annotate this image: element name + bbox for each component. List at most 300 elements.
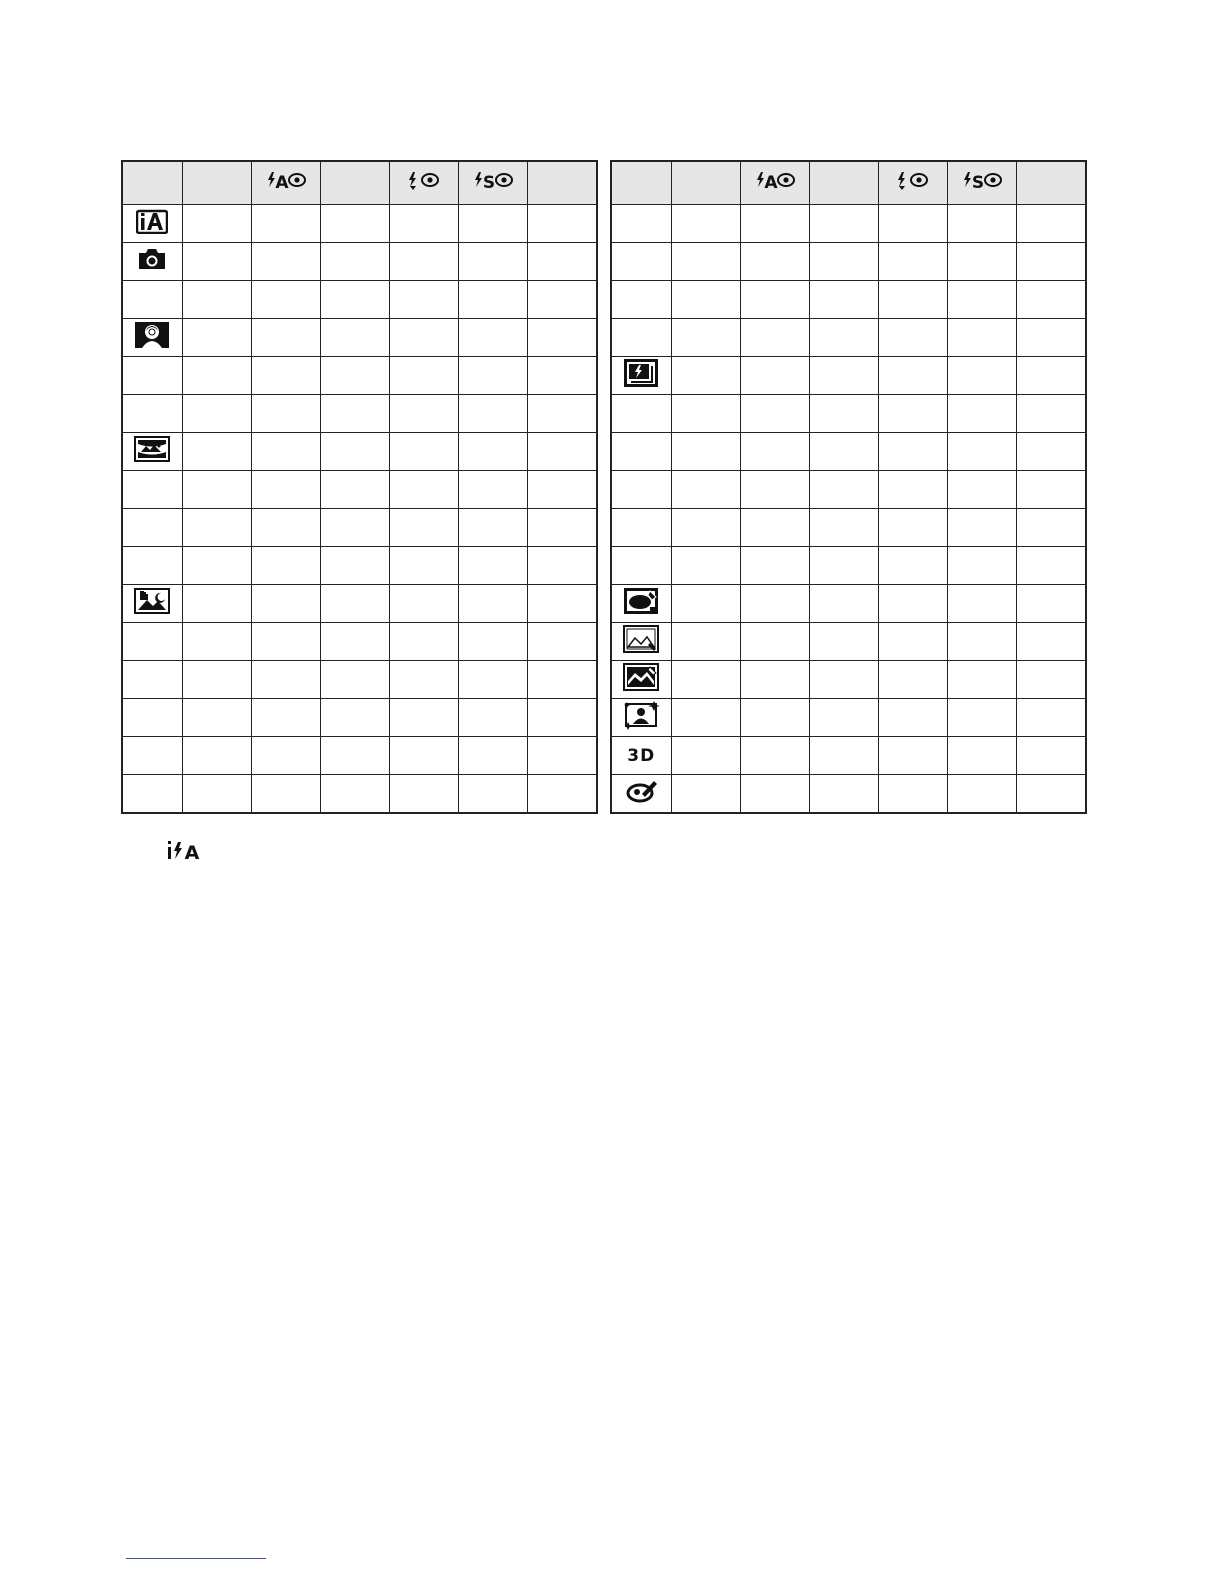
table-cell xyxy=(320,281,389,319)
table-cell xyxy=(389,395,458,433)
table-cell xyxy=(320,471,389,509)
table-cell xyxy=(389,699,458,737)
table-cell xyxy=(947,243,1016,281)
table-cell xyxy=(809,775,878,814)
table-cell xyxy=(527,699,597,737)
table-cell xyxy=(182,699,251,737)
table-cell xyxy=(251,699,320,737)
table-cell xyxy=(671,357,740,395)
table-cell xyxy=(389,509,458,547)
flash-slowsync-redeye-icon xyxy=(961,170,1003,192)
header-row xyxy=(611,161,1086,205)
table-cell xyxy=(878,205,947,243)
table-cell xyxy=(1016,395,1086,433)
mode-cell xyxy=(122,357,182,395)
table-cell xyxy=(947,775,1016,814)
mode-cell xyxy=(122,547,182,585)
table-row xyxy=(122,737,597,775)
table-row xyxy=(122,471,597,509)
table-cell xyxy=(320,623,389,661)
table-cell xyxy=(878,775,947,814)
table-cell xyxy=(458,471,527,509)
table-cell xyxy=(947,699,1016,737)
mode-cell xyxy=(611,509,671,547)
mode-cell xyxy=(611,547,671,585)
table-cell xyxy=(458,509,527,547)
mode-cell xyxy=(122,433,182,471)
mode-cell xyxy=(611,623,671,661)
table-cell xyxy=(389,471,458,509)
table-row xyxy=(611,623,1086,661)
table-cell xyxy=(878,471,947,509)
table-cell xyxy=(1016,661,1086,699)
table-cell xyxy=(740,395,809,433)
flash-table-right xyxy=(610,160,1087,814)
table-cell xyxy=(671,699,740,737)
table-cell xyxy=(527,737,597,775)
mode-cell xyxy=(611,661,671,699)
table-row xyxy=(611,699,1086,737)
footer-rule xyxy=(126,1558,266,1559)
table-cell xyxy=(320,775,389,814)
table-cell xyxy=(458,281,527,319)
table-row xyxy=(122,281,597,319)
table-cell xyxy=(389,205,458,243)
table-cell xyxy=(182,547,251,585)
table-cell xyxy=(527,661,597,699)
svg-text:A: A xyxy=(763,172,778,192)
table-cell xyxy=(809,395,878,433)
creative-control-icon xyxy=(624,778,658,804)
table-cell xyxy=(458,433,527,471)
table-cell xyxy=(671,471,740,509)
table-cell xyxy=(671,319,740,357)
mode-cell xyxy=(611,357,671,395)
table-cell xyxy=(1016,433,1086,471)
table-cell xyxy=(671,395,740,433)
table-cell xyxy=(527,547,597,585)
table-cell xyxy=(251,623,320,661)
portrait-mode-icon xyxy=(134,321,170,349)
table-cell xyxy=(458,205,527,243)
table-cell xyxy=(809,661,878,699)
table-cell xyxy=(389,585,458,623)
table-cell xyxy=(809,585,878,623)
table-cell xyxy=(182,737,251,775)
footnote xyxy=(166,838,204,862)
table-cell xyxy=(527,471,597,509)
table-cell xyxy=(740,281,809,319)
table-cell xyxy=(809,243,878,281)
table-cell xyxy=(671,281,740,319)
table-row xyxy=(611,547,1086,585)
flash-slowsync-redeye-icon xyxy=(472,170,514,192)
table-cell xyxy=(809,737,878,775)
table-row xyxy=(122,319,597,357)
table-cell xyxy=(671,509,740,547)
table-cell xyxy=(878,319,947,357)
table-cell xyxy=(809,281,878,319)
table-cell xyxy=(671,775,740,814)
table-row xyxy=(611,509,1086,547)
table-row xyxy=(122,775,597,814)
high-key-mode-icon xyxy=(623,625,659,653)
table-cell xyxy=(251,243,320,281)
table-cell xyxy=(320,395,389,433)
table-cell xyxy=(251,471,320,509)
table-row xyxy=(122,357,597,395)
table-cell xyxy=(1016,281,1086,319)
table-cell xyxy=(740,471,809,509)
flash-burst-mode-icon xyxy=(623,358,659,388)
mode-cell xyxy=(122,623,182,661)
table-cell xyxy=(947,661,1016,699)
flash-table-left xyxy=(121,160,598,814)
table-row xyxy=(611,775,1086,814)
table-cell xyxy=(389,737,458,775)
table-cell xyxy=(389,623,458,661)
table-cell xyxy=(251,775,320,814)
header-cell xyxy=(1016,161,1086,205)
svg-text:A: A xyxy=(184,842,200,862)
table-cell xyxy=(251,205,320,243)
table-cell xyxy=(251,281,320,319)
table-cell xyxy=(878,661,947,699)
table-cell xyxy=(878,509,947,547)
table-row xyxy=(611,243,1086,281)
table-cell xyxy=(527,775,597,814)
table-cell xyxy=(251,737,320,775)
table-cell xyxy=(320,357,389,395)
table-cell xyxy=(740,585,809,623)
table-cell xyxy=(1016,775,1086,814)
table-cell xyxy=(182,585,251,623)
table-cell xyxy=(320,433,389,471)
table-row xyxy=(122,661,597,699)
table-cell xyxy=(182,319,251,357)
mode-cell xyxy=(611,433,671,471)
mode-cell xyxy=(611,471,671,509)
table-row xyxy=(122,509,597,547)
table-cell xyxy=(740,737,809,775)
table-cell xyxy=(740,775,809,814)
table-cell xyxy=(320,547,389,585)
table-cell xyxy=(947,357,1016,395)
table-cell xyxy=(947,319,1016,357)
mode-cell xyxy=(611,281,671,319)
table-cell xyxy=(809,433,878,471)
table-cell xyxy=(1016,623,1086,661)
mode-cell xyxy=(122,205,182,243)
header-cell xyxy=(182,161,251,205)
table-cell xyxy=(947,623,1016,661)
table-cell xyxy=(878,357,947,395)
table-cell xyxy=(182,281,251,319)
table-row xyxy=(611,433,1086,471)
table-cell xyxy=(251,357,320,395)
table-cell xyxy=(389,319,458,357)
table-cell xyxy=(251,585,320,623)
table-cell xyxy=(947,471,1016,509)
table-cell xyxy=(740,319,809,357)
table-cell xyxy=(458,661,527,699)
svg-text:S: S xyxy=(482,172,495,192)
intelligent-flash-auto-icon xyxy=(166,838,204,862)
table-row xyxy=(122,623,597,661)
table-row xyxy=(122,243,597,281)
table-cell xyxy=(320,737,389,775)
table-cell xyxy=(458,243,527,281)
header-cell xyxy=(320,161,389,205)
table-cell xyxy=(740,623,809,661)
table-cell xyxy=(251,509,320,547)
header-cell-flash-auto-redeye xyxy=(740,161,809,205)
table-row xyxy=(611,471,1086,509)
table-cell xyxy=(251,433,320,471)
header-cell xyxy=(809,161,878,205)
table-cell xyxy=(740,547,809,585)
table-cell xyxy=(458,585,527,623)
mode-cell xyxy=(611,395,671,433)
table-cell xyxy=(740,357,809,395)
mode-cell xyxy=(122,281,182,319)
table-cell xyxy=(878,547,947,585)
table-cell xyxy=(389,243,458,281)
table-cell xyxy=(251,547,320,585)
table-cell xyxy=(947,547,1016,585)
table-cell xyxy=(389,433,458,471)
table-cell xyxy=(671,547,740,585)
header-cell xyxy=(527,161,597,205)
table-cell xyxy=(671,661,740,699)
table-cell xyxy=(740,509,809,547)
table-cell xyxy=(1016,471,1086,509)
table-cell xyxy=(740,243,809,281)
table-cell xyxy=(878,395,947,433)
table-row xyxy=(611,585,1086,623)
header-cell-flash-forced-redeye xyxy=(878,161,947,205)
table-cell xyxy=(527,395,597,433)
table-cell xyxy=(251,395,320,433)
flash-auto-redeye-icon xyxy=(265,170,307,192)
table-cell xyxy=(740,661,809,699)
table-cell xyxy=(878,243,947,281)
table-row xyxy=(611,357,1086,395)
camera-icon xyxy=(137,247,167,271)
mode-cell xyxy=(122,395,182,433)
mode-cell xyxy=(122,319,182,357)
table-cell xyxy=(458,737,527,775)
sparkle-portrait-mode-icon xyxy=(622,700,660,730)
table-cell xyxy=(527,281,597,319)
table-cell xyxy=(878,433,947,471)
mode-cell xyxy=(122,775,182,814)
table-cell xyxy=(320,585,389,623)
table-row xyxy=(122,585,597,623)
table-cell xyxy=(320,661,389,699)
expressive-mode-icon xyxy=(623,587,659,615)
table-cell xyxy=(182,357,251,395)
panorama-mode-icon xyxy=(134,435,170,463)
table-cell xyxy=(1016,319,1086,357)
table-cell xyxy=(1016,547,1086,585)
mode-cell xyxy=(611,737,671,775)
table-cell xyxy=(182,509,251,547)
table-cell xyxy=(809,623,878,661)
svg-text:A: A xyxy=(274,172,289,192)
table-cell xyxy=(809,205,878,243)
mode-cell xyxy=(122,661,182,699)
table-cell xyxy=(947,281,1016,319)
mode-cell xyxy=(611,775,671,814)
table-cell xyxy=(458,357,527,395)
table-cell xyxy=(947,395,1016,433)
header-cell-flash-slowsync-redeye xyxy=(458,161,527,205)
table-cell xyxy=(527,509,597,547)
night-handheld-mode-icon xyxy=(134,588,170,614)
table-cell xyxy=(878,737,947,775)
table-cell xyxy=(809,319,878,357)
header-cell xyxy=(671,161,740,205)
table-cell xyxy=(251,319,320,357)
mode-cell xyxy=(611,205,671,243)
table-cell xyxy=(878,281,947,319)
table-cell xyxy=(320,243,389,281)
table-cell xyxy=(389,775,458,814)
header-cell-flash-auto-redeye xyxy=(251,161,320,205)
table-cell xyxy=(182,623,251,661)
header-cell-flash-slowsync-redeye xyxy=(947,161,1016,205)
table-cell xyxy=(809,357,878,395)
mode-cell xyxy=(122,737,182,775)
table-cell xyxy=(740,205,809,243)
mode-cell xyxy=(611,243,671,281)
mode-cell xyxy=(122,243,182,281)
table-row xyxy=(611,661,1086,699)
mode-cell xyxy=(611,319,671,357)
header-cell xyxy=(122,161,182,205)
table-cell xyxy=(527,205,597,243)
table-cell xyxy=(389,281,458,319)
table-cell xyxy=(182,205,251,243)
table-cell xyxy=(182,243,251,281)
mode-cell xyxy=(122,585,182,623)
table-cell xyxy=(182,661,251,699)
table-cell xyxy=(182,433,251,471)
flash-forced-redeye-icon xyxy=(895,170,931,192)
table-cell xyxy=(671,243,740,281)
table-cell xyxy=(1016,699,1086,737)
low-key-mode-icon xyxy=(623,663,659,691)
table-cell xyxy=(1016,205,1086,243)
table-cell xyxy=(1016,509,1086,547)
table-cell xyxy=(809,471,878,509)
table-cell xyxy=(1016,243,1086,281)
flash-auto-redeye-icon xyxy=(754,170,796,192)
table-cell xyxy=(527,585,597,623)
table-cell xyxy=(458,775,527,814)
table-cell xyxy=(1016,357,1086,395)
table-cell xyxy=(182,775,251,814)
table-cell xyxy=(458,547,527,585)
ia-mode-icon xyxy=(136,208,168,234)
table-cell xyxy=(947,205,1016,243)
table-row xyxy=(611,737,1086,775)
mode-cell xyxy=(611,585,671,623)
table-cell xyxy=(320,509,389,547)
table-cell xyxy=(809,547,878,585)
3d-mode-icon: 3D xyxy=(627,745,656,766)
table-row xyxy=(611,281,1086,319)
header-cell xyxy=(611,161,671,205)
table-cell xyxy=(947,585,1016,623)
svg-text:S: S xyxy=(971,172,984,192)
table-cell xyxy=(182,471,251,509)
table-row xyxy=(122,395,597,433)
table-cell xyxy=(671,585,740,623)
table-row xyxy=(611,395,1086,433)
mode-cell xyxy=(122,509,182,547)
mode-cell xyxy=(122,699,182,737)
table-cell xyxy=(389,661,458,699)
table-cell xyxy=(458,395,527,433)
table-cell xyxy=(671,205,740,243)
table-cell xyxy=(527,623,597,661)
header-cell-flash-forced-redeye xyxy=(389,161,458,205)
table-cell xyxy=(320,699,389,737)
table-cell xyxy=(527,433,597,471)
table-cell xyxy=(389,547,458,585)
table-row xyxy=(122,547,597,585)
table-cell xyxy=(458,319,527,357)
table-row xyxy=(122,699,597,737)
table-cell xyxy=(182,395,251,433)
table-cell xyxy=(320,205,389,243)
table-cell xyxy=(947,509,1016,547)
table-cell xyxy=(527,357,597,395)
table-cell xyxy=(740,699,809,737)
flash-forced-redeye-icon xyxy=(406,170,442,192)
table-cell xyxy=(809,509,878,547)
table-row xyxy=(611,319,1086,357)
table-cell xyxy=(1016,585,1086,623)
mode-cell xyxy=(611,699,671,737)
table-cell xyxy=(527,243,597,281)
table-cell xyxy=(878,699,947,737)
header-row xyxy=(122,161,597,205)
table-cell xyxy=(671,737,740,775)
table-cell xyxy=(251,661,320,699)
table-cell xyxy=(527,319,597,357)
table-cell xyxy=(458,699,527,737)
table-cell xyxy=(947,737,1016,775)
table-row xyxy=(122,433,597,471)
table-cell xyxy=(878,623,947,661)
table-cell xyxy=(389,357,458,395)
table-cell xyxy=(1016,737,1086,775)
table-cell xyxy=(947,433,1016,471)
mode-cell xyxy=(122,471,182,509)
table-row xyxy=(122,205,597,243)
table-cell xyxy=(671,433,740,471)
table-cell xyxy=(671,623,740,661)
table-cell xyxy=(320,319,389,357)
table-cell xyxy=(809,699,878,737)
table-cell xyxy=(740,433,809,471)
table-cell xyxy=(878,585,947,623)
table-row xyxy=(611,205,1086,243)
table-cell xyxy=(458,623,527,661)
